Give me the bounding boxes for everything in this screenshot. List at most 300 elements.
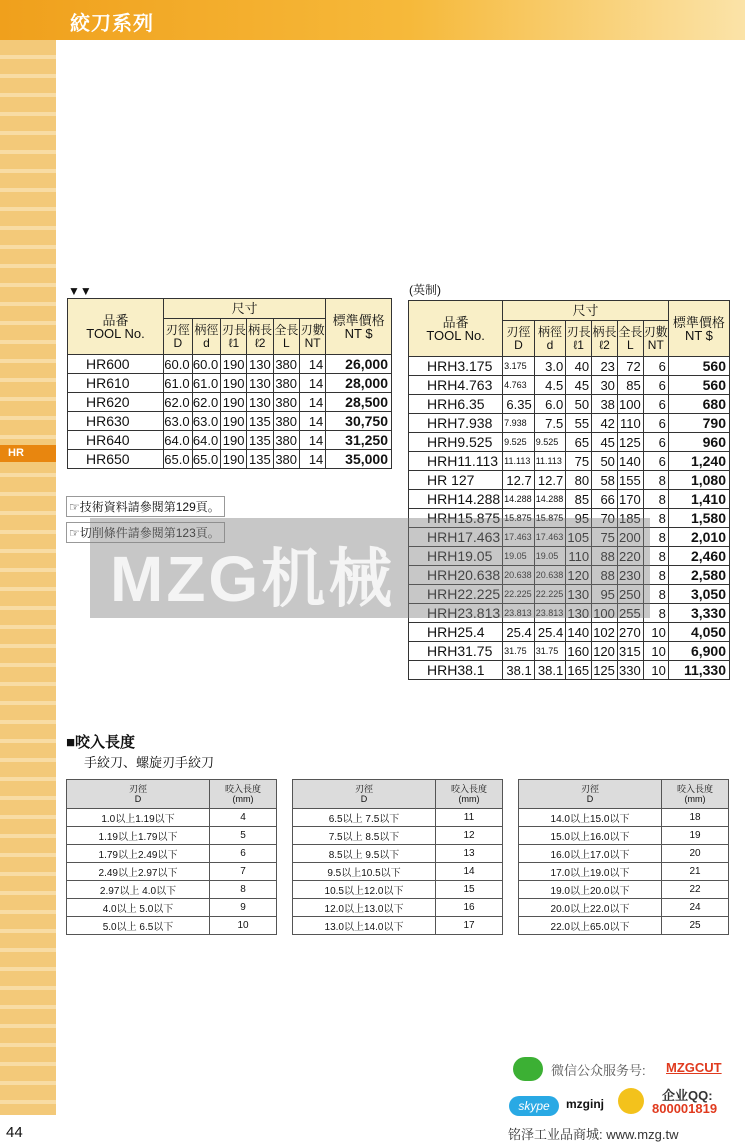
dimension-cell: 61.0 <box>164 374 193 393</box>
mall-url-link[interactable]: 铭泽工业品商城: www.mzg.tw <box>508 1127 679 1142</box>
dimension-cell: 10 <box>643 623 668 642</box>
table-row <box>519 827 729 845</box>
tech-data-note: ☞技術資料請參閱第129頁。 <box>66 496 225 517</box>
dimension-cell: 62.0 <box>192 393 221 412</box>
price-cell: 960 <box>668 433 729 452</box>
dimension-cell: 9.525 <box>503 433 535 452</box>
col-dimensions: 尺寸 <box>164 299 326 319</box>
dimension-cell: 20.638 <box>534 566 566 585</box>
diameter-range-cell: 20.0以上22.0以下 <box>519 899 662 917</box>
dimension-cell: 14 <box>300 374 326 393</box>
table-row <box>293 917 503 935</box>
dimension-cell: 165 <box>566 661 592 680</box>
tool-no-cell: HRH22.225 <box>409 585 503 604</box>
bite-length-cell: 8 <box>210 881 277 899</box>
dimension-cell: 19.05 <box>534 547 566 566</box>
table-row <box>409 642 730 661</box>
dimension-cell: 63.0 <box>164 412 193 431</box>
diameter-range-cell: 2.97以上 4.0以下 <box>67 881 210 899</box>
price-cell: 2,460 <box>668 547 729 566</box>
tool-no-cell: HRH31.75 <box>409 642 503 661</box>
dimension-cell: 38.1 <box>534 661 566 680</box>
dimension-cell: 55 <box>566 414 592 433</box>
bite-length-subtitle: 手絞刀、螺旋刃手絞刀 <box>84 755 215 770</box>
dimension-cell: 50 <box>592 452 618 471</box>
diameter-range-cell: 6.5以上 7.5以下 <box>293 809 436 827</box>
table-row <box>519 899 729 917</box>
table-row <box>519 863 729 881</box>
dimension-cell: 3.175 <box>503 357 535 376</box>
dimension-cell: 22.225 <box>503 585 535 604</box>
bite-length-cell: 11 <box>436 809 503 827</box>
col-sub-header: 柄長 ℓ2 <box>592 321 618 357</box>
dimension-cell: 110 <box>617 414 643 433</box>
tool-no-cell: HRH23.813 <box>409 604 503 623</box>
dimension-cell: 17.463 <box>503 528 535 547</box>
dimension-cell: 61.0 <box>192 374 221 393</box>
sidebar-tab-hr[interactable]: HR <box>0 445 56 462</box>
dimension-cell: 45 <box>566 376 592 395</box>
dimension-cell: 135 <box>247 412 273 431</box>
dimension-cell: 38.1 <box>503 661 535 680</box>
dimension-cell: 380 <box>273 450 299 469</box>
col-price: 標準價格 NT $ <box>326 299 392 355</box>
sidebar-index <box>0 40 56 1115</box>
price-cell: 28,500 <box>326 393 392 412</box>
dimension-cell: 130 <box>247 355 273 374</box>
price-cell: 560 <box>668 357 729 376</box>
col-sub-header: 柄長 ℓ2 <box>247 319 273 355</box>
dimension-cell: 102 <box>592 623 618 642</box>
bite-length-cell: 13 <box>436 845 503 863</box>
dimension-cell: 190 <box>221 374 247 393</box>
dimension-cell: 65.0 <box>192 450 221 469</box>
dimension-cell: 88 <box>592 566 618 585</box>
table-row <box>67 827 277 845</box>
dimension-cell: 190 <box>221 412 247 431</box>
dimension-cell: 255 <box>617 604 643 623</box>
dimension-cell: 8 <box>643 528 668 547</box>
wechat-id-link[interactable]: MZGCUT <box>666 1060 722 1075</box>
dimension-cell: 14 <box>300 450 326 469</box>
dimension-cell: 80 <box>566 471 592 490</box>
col-sub-header: 刃徑 D <box>164 319 193 355</box>
skype-id[interactable]: mzginj <box>566 1097 604 1111</box>
diameter-range-cell: 1.0以上1.19以下 <box>67 809 210 827</box>
diameter-range-cell: 13.0以上14.0以下 <box>293 917 436 935</box>
tool-no-cell: HRH19.05 <box>409 547 503 566</box>
table-row <box>67 863 277 881</box>
tool-no-cell: HRH4.763 <box>409 376 503 395</box>
diameter-range-cell: 7.5以上 8.5以下 <box>293 827 436 845</box>
dimension-cell: 65 <box>566 433 592 452</box>
col-sub-header: 刃徑 D <box>503 321 535 357</box>
table-row <box>68 393 392 412</box>
dimension-cell: 160 <box>566 642 592 661</box>
tool-no-cell: HRH25.4 <box>409 623 503 642</box>
dimension-cell: 125 <box>592 661 618 680</box>
price-cell: 560 <box>668 376 729 395</box>
price-cell: 1,240 <box>668 452 729 471</box>
bite-length-cell: 17 <box>436 917 503 935</box>
diameter-range-cell: 12.0以上13.0以下 <box>293 899 436 917</box>
dimension-cell: 8 <box>643 509 668 528</box>
dimension-cell: 58 <box>592 471 618 490</box>
dimension-cell: 60.0 <box>192 355 221 374</box>
dimension-cell: 9.525 <box>534 433 566 452</box>
table-row <box>68 431 392 450</box>
dimension-cell: 75 <box>592 528 618 547</box>
dimension-cell: 23 <box>592 357 618 376</box>
dimension-cell: 120 <box>566 566 592 585</box>
tool-no-cell: HR630 <box>68 412 164 431</box>
dimension-cell: 4.763 <box>503 376 535 395</box>
watermark-text: MZG机械 <box>110 543 396 615</box>
dimension-cell: 10 <box>643 642 668 661</box>
bite-length-table-2 <box>292 779 503 935</box>
dimension-cell: 140 <box>617 452 643 471</box>
dimension-cell: 95 <box>592 585 618 604</box>
table-row <box>519 845 729 863</box>
bite-length-cell: 22 <box>662 881 729 899</box>
table-row <box>67 881 277 899</box>
table-row <box>67 899 277 917</box>
dimension-cell: 19.05 <box>503 547 535 566</box>
dimension-cell: 130 <box>566 604 592 623</box>
col-sub-header: 刃數 NT <box>643 321 668 357</box>
dimension-cell: 105 <box>566 528 592 547</box>
dimension-cell: 315 <box>617 642 643 661</box>
table-row <box>293 899 503 917</box>
bite-length-cell: 5 <box>210 827 277 845</box>
page-number: 44 <box>6 1124 23 1141</box>
dimension-cell: 65.0 <box>164 450 193 469</box>
tool-no-cell: HR620 <box>68 393 164 412</box>
col-diameter: 刃徑 D <box>293 780 436 809</box>
table-row <box>409 433 730 452</box>
tool-no-cell: HRH14.288 <box>409 490 503 509</box>
diameter-range-cell: 19.0以上20.0以下 <box>519 881 662 899</box>
dimension-cell: 31.75 <box>534 642 566 661</box>
dimension-cell: 11.113 <box>534 452 566 471</box>
diameter-range-cell: 9.5以上10.5以下 <box>293 863 436 881</box>
diameter-range-cell: 2.49以上2.97以下 <box>67 863 210 881</box>
bite-length-cell: 9 <box>210 899 277 917</box>
dimension-cell: 190 <box>221 393 247 412</box>
dimension-cell: 230 <box>617 566 643 585</box>
dimension-cell: 100 <box>617 395 643 414</box>
dimension-cell: 60.0 <box>164 355 193 374</box>
dimension-cell: 30 <box>592 376 618 395</box>
dimension-cell: 50 <box>566 395 592 414</box>
wechat-label: 微信公众服务号: <box>551 1063 646 1078</box>
dimension-cell: 14 <box>300 412 326 431</box>
tool-no-cell: HRH17.463 <box>409 528 503 547</box>
bite-length-cell: 10 <box>210 917 277 935</box>
dimension-cell: 12.7 <box>503 471 535 490</box>
dimension-cell: 14 <box>300 393 326 412</box>
diameter-range-cell: 4.0以上 5.0以下 <box>67 899 210 917</box>
price-cell: 35,000 <box>326 450 392 469</box>
price-cell: 4,050 <box>668 623 729 642</box>
price-cell: 3,330 <box>668 604 729 623</box>
dimension-cell: 6 <box>643 452 668 471</box>
dimension-cell: 190 <box>221 355 247 374</box>
dimension-cell: 11.113 <box>503 452 535 471</box>
dimension-cell: 6.35 <box>503 395 535 414</box>
bite-length-header-row <box>293 780 503 809</box>
price-cell: 3,050 <box>668 585 729 604</box>
col-bite-length: 咬入長度 (mm) <box>210 780 277 809</box>
col-diameter: 刃徑 D <box>519 780 662 809</box>
dimension-cell: 45 <box>592 433 618 452</box>
dimension-cell: 63.0 <box>192 412 221 431</box>
diameter-range-cell: 15.0以上16.0以下 <box>519 827 662 845</box>
dimension-cell: 8 <box>643 471 668 490</box>
dimension-cell: 23.813 <box>534 604 566 623</box>
tool-no-cell: HR610 <box>68 374 164 393</box>
table-row <box>409 376 730 395</box>
dimension-cell: 200 <box>617 528 643 547</box>
col-dimensions: 尺寸 <box>503 301 669 321</box>
dimension-cell: 85 <box>617 376 643 395</box>
dimension-cell: 7.938 <box>503 414 535 433</box>
diameter-range-cell: 17.0以上19.0以下 <box>519 863 662 881</box>
table-row <box>293 881 503 899</box>
imperial-spec-table <box>408 300 730 680</box>
bite-length-header-row <box>67 780 277 809</box>
dimension-cell: 270 <box>617 623 643 642</box>
bite-length-cell: 19 <box>662 827 729 845</box>
price-cell: 6,900 <box>668 642 729 661</box>
diameter-range-cell: 8.5以上 9.5以下 <box>293 845 436 863</box>
price-cell: 26,000 <box>326 355 392 374</box>
wechat-icon <box>513 1057 543 1081</box>
table-row <box>293 809 503 827</box>
table-row <box>409 452 730 471</box>
table-row <box>68 450 392 469</box>
dimension-cell: 38 <box>592 395 618 414</box>
dimension-cell: 190 <box>221 431 247 450</box>
dimension-cell: 220 <box>617 547 643 566</box>
dimension-cell: 88 <box>592 547 618 566</box>
dimension-cell: 85 <box>566 490 592 509</box>
dimension-cell: 6.0 <box>534 395 566 414</box>
price-cell: 1,580 <box>668 509 729 528</box>
dimension-cell: 12.7 <box>534 471 566 490</box>
col-diameter: 刃徑 D <box>67 780 210 809</box>
dimension-cell: 17.463 <box>534 528 566 547</box>
dimension-cell: 120 <box>592 642 618 661</box>
dimension-cell: 6 <box>643 376 668 395</box>
dimension-cell: 7.5 <box>534 414 566 433</box>
tool-no-cell: HR650 <box>68 450 164 469</box>
metric-spec-table <box>67 298 392 469</box>
diameter-range-cell: 1.79以上2.49以下 <box>67 845 210 863</box>
col-bite-length: 咬入長度 (mm) <box>662 780 729 809</box>
tool-no-cell: HRH20.638 <box>409 566 503 585</box>
dimension-cell: 75 <box>566 452 592 471</box>
tool-no-cell: HR640 <box>68 431 164 450</box>
table-row <box>519 881 729 899</box>
dimension-cell: 130 <box>247 374 273 393</box>
table-row <box>409 623 730 642</box>
dimension-cell: 23.813 <box>503 604 535 623</box>
col-bite-length: 咬入長度 (mm) <box>436 780 503 809</box>
col-sub-header: 刃長 ℓ1 <box>566 321 592 357</box>
col-sub-header: 刃數 NT <box>300 319 326 355</box>
tool-no-cell: HRH15.875 <box>409 509 503 528</box>
dimension-cell: 64.0 <box>192 431 221 450</box>
dimension-cell: 95 <box>566 509 592 528</box>
dimension-cell: 140 <box>566 623 592 642</box>
dimension-cell: 6 <box>643 433 668 452</box>
col-sub-header: 全長 L <box>273 319 299 355</box>
col-sub-header: 全長 L <box>617 321 643 357</box>
price-cell: 680 <box>668 395 729 414</box>
qq-icon <box>618 1088 644 1114</box>
dimension-cell: 6 <box>643 357 668 376</box>
bite-length-cell: 25 <box>662 917 729 935</box>
bite-length-cell: 12 <box>436 827 503 845</box>
bite-length-cell: 6 <box>210 845 277 863</box>
tool-no-cell: HR 127 <box>409 471 503 490</box>
qq-id[interactable]: 800001819 <box>652 1101 718 1116</box>
tool-no-cell: HRH7.938 <box>409 414 503 433</box>
table-row <box>409 357 730 376</box>
dimension-cell: 8 <box>643 566 668 585</box>
table-row <box>409 661 730 680</box>
dimension-cell: 190 <box>221 450 247 469</box>
dimension-cell: 125 <box>617 433 643 452</box>
diameter-range-cell: 16.0以上17.0以下 <box>519 845 662 863</box>
price-cell: 31,250 <box>326 431 392 450</box>
cutting-condition-note: ☞切削條件請參閱第123頁。 <box>66 522 225 543</box>
page-header <box>0 0 745 40</box>
table-row <box>68 355 392 374</box>
table-row <box>293 863 503 881</box>
price-cell: 28,000 <box>326 374 392 393</box>
dimension-cell: 20.638 <box>503 566 535 585</box>
dimension-cell: 62.0 <box>164 393 193 412</box>
price-cell: 790 <box>668 414 729 433</box>
table-row <box>68 374 392 393</box>
col-tool-no: 品番 TOOL No. <box>68 299 164 355</box>
dimension-cell: 6 <box>643 414 668 433</box>
tool-no-cell: HRH9.525 <box>409 433 503 452</box>
dimension-cell: 8 <box>643 490 668 509</box>
bite-length-cell: 18 <box>662 809 729 827</box>
dimension-cell: 170 <box>617 490 643 509</box>
dimension-cell: 8 <box>643 585 668 604</box>
dimension-cell: 110 <box>566 547 592 566</box>
dimension-cell: 42 <box>592 414 618 433</box>
diameter-range-cell: 1.19以上1.79以下 <box>67 827 210 845</box>
tool-no-cell: HRH6.35 <box>409 395 503 414</box>
dimension-cell: 380 <box>273 355 299 374</box>
qq-label: 企业QQ: <box>662 1088 713 1103</box>
dimension-cell: 130 <box>247 393 273 412</box>
dimension-cell: 135 <box>247 450 273 469</box>
dimension-cell: 25.4 <box>503 623 535 642</box>
col-sub-header: 柄徑 d <box>192 319 221 355</box>
tool-no-cell: HRH38.1 <box>409 661 503 680</box>
dimension-cell: 380 <box>273 374 299 393</box>
tool-no-cell: HRH11.113 <box>409 452 503 471</box>
diameter-range-cell: 5.0以上 6.5以下 <box>67 917 210 935</box>
table-row <box>409 490 730 509</box>
table-row <box>519 917 729 935</box>
dimension-cell: 15.875 <box>503 509 535 528</box>
dimension-cell: 15.875 <box>534 509 566 528</box>
dimension-cell: 10 <box>643 661 668 680</box>
bite-length-cell: 20 <box>662 845 729 863</box>
bite-length-title: ■咬入長度 <box>66 734 136 751</box>
bite-length-cell: 24 <box>662 899 729 917</box>
price-cell: 30,750 <box>326 412 392 431</box>
dimension-cell: 380 <box>273 431 299 450</box>
dimension-cell: 155 <box>617 471 643 490</box>
diameter-range-cell: 22.0以上65.0以下 <box>519 917 662 935</box>
col-sub-header: 柄徑 d <box>534 321 566 357</box>
dimension-cell: 14.288 <box>503 490 535 509</box>
dimension-cell: 70 <box>592 509 618 528</box>
bite-length-header-row <box>519 780 729 809</box>
section-title: 絞刀系列 <box>70 13 154 35</box>
price-cell: 2,010 <box>668 528 729 547</box>
table-row <box>67 809 277 827</box>
bite-length-table-1 <box>66 779 277 935</box>
dimension-cell: 64.0 <box>164 431 193 450</box>
diameter-range-cell: 10.5以上12.0以下 <box>293 881 436 899</box>
bite-length-cell: 7 <box>210 863 277 881</box>
table-row <box>67 917 277 935</box>
price-cell: 1,410 <box>668 490 729 509</box>
table-row <box>409 414 730 433</box>
dimension-cell: 66 <box>592 490 618 509</box>
dimension-cell: 25.4 <box>534 623 566 642</box>
dimension-cell: 380 <box>273 412 299 431</box>
price-cell: 2,580 <box>668 566 729 585</box>
price-cell: 1,080 <box>668 471 729 490</box>
dimension-cell: 330 <box>617 661 643 680</box>
dimension-cell: 4.5 <box>534 376 566 395</box>
table-row <box>68 412 392 431</box>
dimension-cell: 22.225 <box>534 585 566 604</box>
dimension-cell: 31.75 <box>503 642 535 661</box>
table-row <box>519 809 729 827</box>
dimension-cell: 135 <box>247 431 273 450</box>
dimension-cell: 100 <box>592 604 618 623</box>
table-row <box>293 845 503 863</box>
bite-length-cell: 14 <box>436 863 503 881</box>
tool-no-cell: HRH3.175 <box>409 357 503 376</box>
bite-length-cell: 15 <box>436 881 503 899</box>
price-cell: 11,330 <box>668 661 729 680</box>
imperial-unit-label: (英制) <box>409 283 441 297</box>
col-tool-no: 品番 TOOL No. <box>409 301 503 357</box>
tool-no-cell: HR600 <box>68 355 164 374</box>
table-row <box>67 845 277 863</box>
table-row <box>293 827 503 845</box>
metric-unit-label: ▼▼ <box>68 284 92 298</box>
dimension-cell: 8 <box>643 547 668 566</box>
bite-length-cell: 16 <box>436 899 503 917</box>
table-row <box>409 471 730 490</box>
dimension-cell: 6 <box>643 395 668 414</box>
dimension-cell: 14.288 <box>534 490 566 509</box>
bite-length-table-3 <box>518 779 729 935</box>
